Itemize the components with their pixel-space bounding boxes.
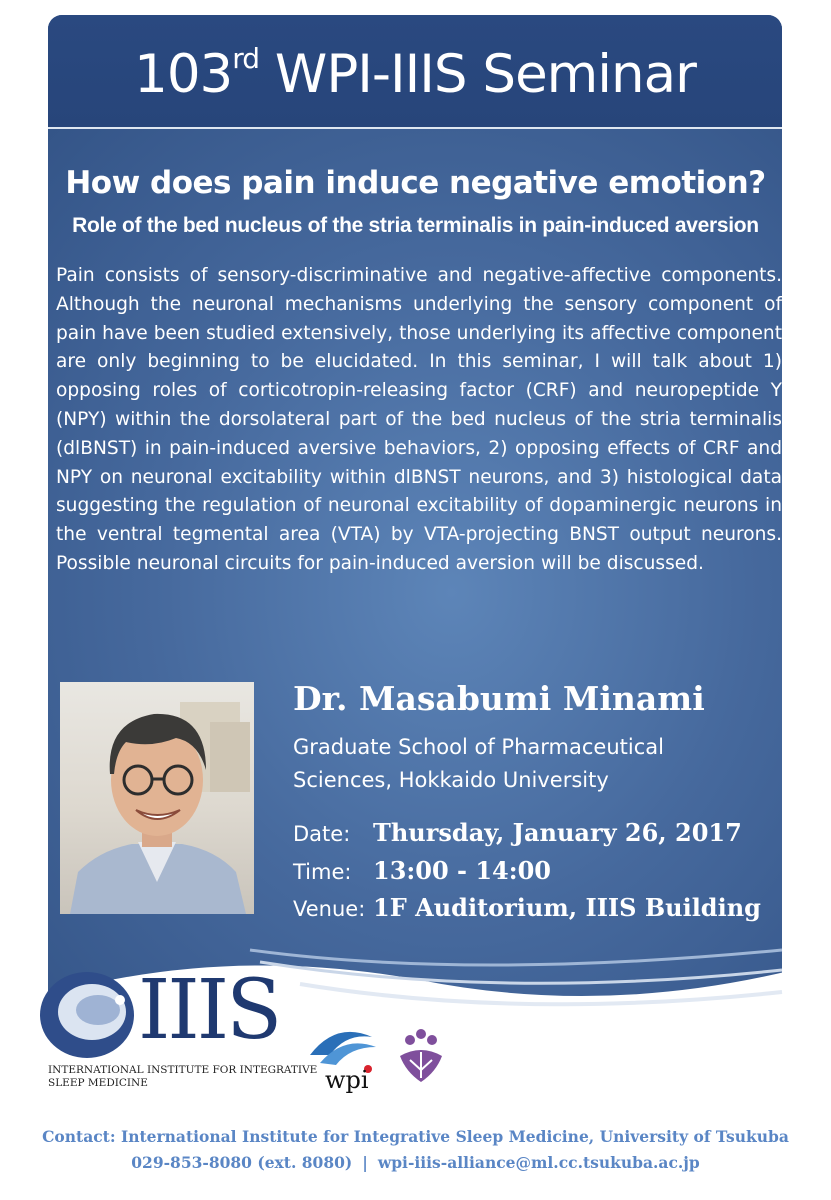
speaker-affiliation [293,731,664,797]
affiliation-line-1: Graduate School of Pharmaceutical [293,735,664,759]
tsukuba-paulownia-crest-icon [396,1026,446,1084]
venue-row [293,893,761,922]
iiis-name-line-1: INTERNATIONAL INSTITUTE FOR INTEGRATIVE [48,1064,318,1076]
abstract-text: Pain consists of sensory-discriminative and negative-affective components. Although the neuronal mechanisms underlying the sensory component of pain have been studied extensively, those underlying its affective component are only beginning to be elucidated. In this seminar, I will talk about 1) opposing roles of corticotropin-releasing factor (CRF) and neuropeptide Y (NPY) within the dorsolateral part of the bed nucleus of the stria terminalis (dlBNST) in pain-induced aversive behaviors, 2) opposing effects of CRF and NPY on neuronal excitability within dlBNST neurons, and 3) histological data suggesting the regulation of neuronal excitability of dopaminergic neurons in the ventral tegmental area (VTA) by VTA-projecting BNST output neurons. Possible neuronal circuits for pain-induced aversion will be discussed. [56,265,782,574]
date-row [293,818,742,847]
time-label: Time: [293,860,352,884]
seminar-title [48,42,782,105]
contact-phone: 029-853-8080 (ext. 8080) [131,1153,353,1172]
seminar-ordinal: rd [232,42,260,75]
speaker-photo [60,682,254,914]
iiis-name-line-2: SLEEP MEDICINE [48,1077,148,1089]
contact-footer [0,1124,831,1176]
logo-area [0,940,831,1120]
talk-subtitle: Role of the bed nucleus of the stria terminalis in pain-induced aversion [72,214,759,237]
seminar-number: 103 [134,44,233,105]
contact-details [0,1150,831,1176]
iiis-emblem [40,972,134,1058]
time-value: 13:00 - 14:00 [373,856,551,885]
venue-label: Venue: [293,897,366,921]
contact-email[interactable]: wpi-iiis-alliance@ml.cc.tsukuba.ac.jp [377,1153,700,1172]
talk-title: How does pain induce negative emotion? [65,165,766,201]
venue-value: 1F Auditorium, IIIS Building [373,893,761,922]
date-label: Date: [293,822,351,846]
wpi-logo-text: wpi [325,1066,369,1094]
poster-header [48,15,782,129]
contact-separator: | [362,1153,368,1172]
date-value: Thursday, January 26, 2017 [373,818,742,847]
affiliation-line-2: Sciences, Hokkaido University [293,768,609,792]
time-row [293,856,551,885]
iiis-logo-text: IIIS [138,963,280,1058]
contact-line: Contact: International Institute for Integrative Sleep Medicine, University of Tsukuba [42,1127,789,1146]
seminar-name: WPI-IIIS Seminar [274,44,696,105]
speaker-portrait-illustration [60,682,254,914]
speaker-name: Dr. Masabumi Minami [293,679,705,718]
iiis-full-name [48,1064,317,1090]
